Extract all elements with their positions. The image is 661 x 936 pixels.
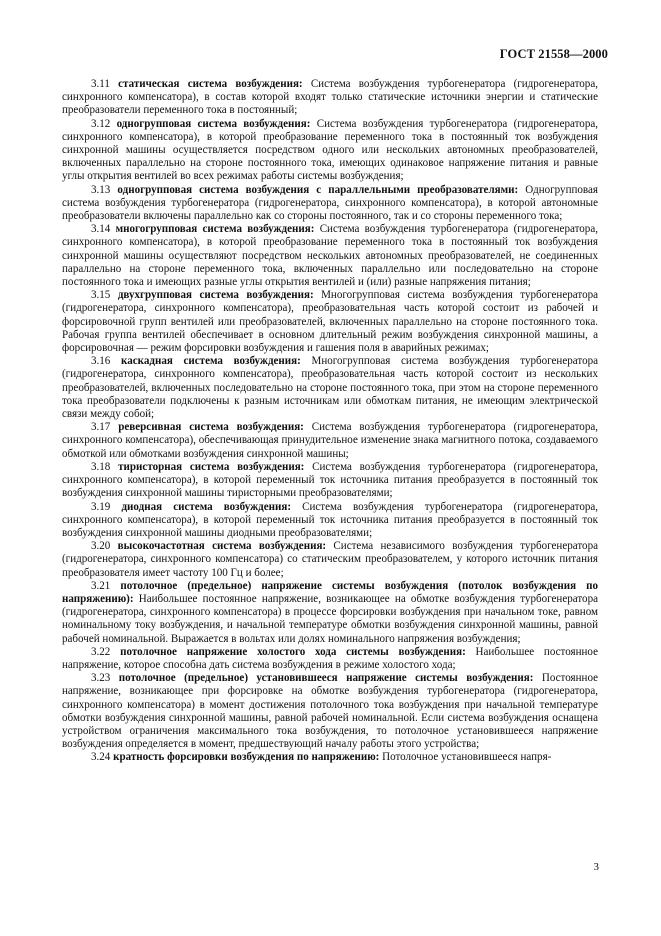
clause-number: 3.20	[91, 540, 111, 553]
defined-term: статическая система возбуждения:	[118, 78, 303, 90]
clause-number: 3.21	[91, 579, 111, 592]
clause-number: 3.12	[91, 117, 111, 130]
clause-number: 3.11	[91, 78, 110, 90]
definition-text: Система возбуждения турбогенератора (гидрогенератора, синхронного компенсатора), в которой переменный ток источника питания преобразуется в постоянный ток возбуждения синхронной машины тиристорными преобразователями;	[62, 460, 599, 500]
defined-term: двухгрупповая система возбуждения:	[117, 289, 314, 302]
clause-number: 3.15	[91, 289, 111, 302]
definition-paragraph	[62, 540, 598, 580]
definition-text: Многогрупповая система возбуждения турбогенератора (гидрогенератора, синхронного компенсатора), преобразовательная часть которой состоит из рабочей и форсировочной групп вентилей или преобразователей, включенных параллельно на стороне постоянного тока. Рабочая группа вентилей обеспечивает в основном длительный режим возбуждения синхронной машины, а форсировочная — режим форсировки возбуждения и гашения поля в аварийных режимах;	[62, 289, 599, 355]
definition-paragraph	[62, 421, 598, 461]
definition-paragraph	[62, 289, 598, 355]
clause-number: 3.13	[91, 183, 111, 196]
definition-paragraph	[62, 646, 598, 672]
document-code-header: ГОСТ 21558—2000	[499, 47, 608, 61]
clause-number: 3.17	[91, 421, 111, 434]
definition-text: Система возбуждения турбогенератора (гидрогенератора, синхронного компенсатора), в состав которой входят только статические источники энергии и статические преобразователи переменного тока в постоянный;	[62, 78, 598, 117]
clause-number: 3.23	[91, 672, 111, 685]
page-number: 3	[593, 861, 599, 873]
clause-number: 3.18	[91, 460, 111, 473]
defined-term: диодная система возбуждения:	[121, 500, 291, 513]
clause-number: 3.19	[91, 500, 111, 513]
defined-term: высокочастотная система возбуждения:	[117, 540, 327, 553]
clause-number: 3.22	[91, 645, 111, 658]
defined-term: одногрупповая система возбуждения с параллельными преобразователями:	[117, 183, 519, 196]
definition-text: Постоянное напряжение, возникающее при форсировке на обмотке возбуждения турбогенератора (гидрогенератора, синхронного компенсатора) в момент достижения потолочного тока возбуждения при начальной температуре обмотки возбуждения синхронной машины, равной рабочей номинальной. Если система возбуждения оснащена устройством ограничения максимального тока возбуждения, то потолочное установившееся напряжение возбуждения определяется в момент, предшествующий началу работы этого устройства;	[62, 672, 599, 751]
definition-text: Система возбуждения турбогенератора (гидрогенератора, синхронного компенсатора), в которой преобразование переменного тока в постоянный ток возбуждения синхронной машины осуществляют посредством нескольких автономных преобразователей, не соединенных параллельно на стороне переменного тока, включенных параллельно или последовательно на стороне постоянного тока и имеющих разные углы открытия вентилей и (или) разные напряжения питания;	[62, 223, 598, 289]
defined-term: каскадная система возбуждения:	[121, 355, 301, 368]
definition-text: Система возбуждения турбогенератора (гидрогенератора, синхронного компенсатора), обеспечивающая принудительное изменение знака магнитного потока, создаваемого обмоткой или обмотками возбуждения синхронной машины;	[62, 421, 599, 460]
defined-term: кратность форсировки возбуждения по напряжению:	[113, 751, 380, 764]
definition-paragraph	[62, 672, 598, 751]
definition-paragraph	[62, 751, 598, 764]
definition-text: Потолочное установившееся напря-	[382, 751, 552, 764]
definition-paragraph	[62, 78, 598, 118]
definition-text: Одногрупповая система возбуждения турбогенератора (гидрогенератора, синхронного компенсатора), в которой автономные преобразователи включены параллельно как со стороны постоянного, так и со стороны переменного тока;	[62, 183, 598, 223]
definition-text: Многогрупповая система возбуждения турбогенератора (гидрогенератора, синхронного компенсатора), преобразовательная часть которой состоит из нескольких преобразователей, включенных последовательно на стороне постоянного тока, при этом на стороне переменного тока преобразователи подключены к разным источникам или обмоткам питания, не имеющим электрической связи между собой;	[62, 355, 599, 421]
definition-text: Система возбуждения турбогенератора (гидрогенератора, синхронного компенсатора), в которой преобразование переменного тока в постоянный ток возбуждения синхронной машины осуществляется посредством одного или нескольких автономных преобразователей, включенных параллельно на стороне постоянного тока, имеющих одинаковое напряжение питания и равные углы открытия вентилей во всех режимах работы системы возбуждения;	[62, 117, 599, 183]
definition-paragraph	[62, 461, 598, 501]
definitions-body	[62, 78, 598, 765]
defined-term: реверсивная система возбуждения:	[118, 421, 304, 434]
definition-text: Система независимого возбуждения турбогенератора (гидрогенератора, синхронного компенсатора) со статическим преобразователем, у которого источник питания преобразователя имеет частоту 100 Гц и более;	[62, 540, 598, 579]
definition-paragraph	[62, 580, 598, 646]
defined-term: потолочное напряжение холостого хода системы возбуждения:	[120, 645, 466, 658]
definition-text: Наибольшее постоянное напряжение, возникающее на обмотке возбуждения турбогенератора (гидрогенератора, синхронного компенсатора) в процессе форсировки возбуждения при начальном токе, равном номинальному току возбуждения, и начальной температуре обмотки возбуждения синхронной машины, равной рабочей номинальной. Выражается в вольтах или долях номинального напряжения возбуждения;	[62, 592, 598, 645]
definition-text: Наибольшее постоянное напряжение, которое способна дать система возбуждения в режиме холостого хода;	[62, 645, 598, 671]
defined-term: потолочное (предельное) напряжение системы возбуждения (потолок возбуждения по напряжению):	[62, 579, 598, 605]
definition-paragraph	[62, 184, 598, 224]
definition-paragraph	[62, 355, 598, 421]
defined-term: тиристорная система возбуждения:	[118, 460, 305, 473]
definition-paragraph	[62, 118, 598, 184]
defined-term: многогрупповая система возбуждения:	[115, 223, 315, 236]
definition-paragraph	[62, 501, 598, 541]
clause-number: 3.24	[91, 751, 111, 764]
definition-paragraph	[62, 223, 598, 289]
definition-text: Система возбуждения турбогенератора (гидрогенератора, синхронного компенсатора), в которой переменный ток источника питания преобразуется в постоянный ток возбуждения синхронной машины диодными преобразователями;	[62, 500, 599, 539]
defined-term: потолочное (предельное) установившееся напряжение системы возбуждения:	[118, 672, 534, 685]
clause-number: 3.16	[91, 355, 111, 368]
clause-number: 3.14	[91, 223, 111, 236]
defined-term: одногрупповая система возбуждения:	[116, 117, 311, 130]
